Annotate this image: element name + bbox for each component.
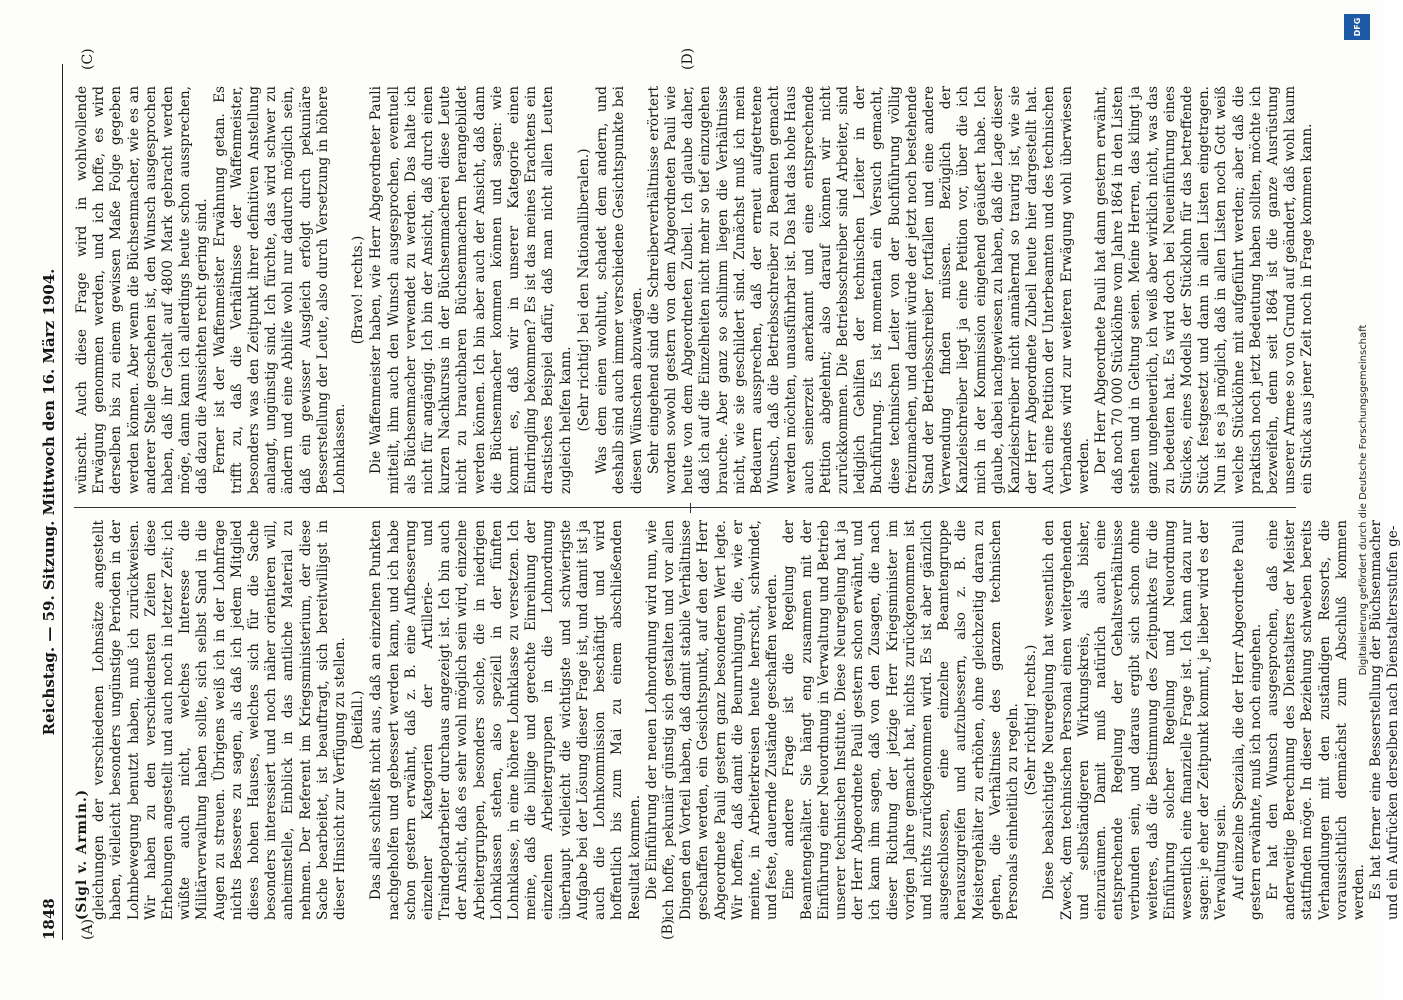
paragraph: Ferner ist der Waffenmeister Erwähnung getan. Es trifft zu, daß die Verhältnisse der Waffenmeister, besonders was den Zeitpunkt ihrer definitiven Anstellung anlangt, ungünstig sind. Ich fürchte, das wird schwer zu ändern und eine Abhilfe wohl nur dadurch möglich sein, daß ein gewisser Ausgleich erfolgt durch pekuniäre Besserstellung der Leute, also durch Versetzung in höhere Lohnklassen. xyxy=(211,86,349,494)
paragraph: Die Einführung der neuen Lohnordnung wird nun, wie ich hoffe, pekuniär günstig sich gestalten und vor allen Dingen den Vorteil haben, daß damit stabile Verhältnisse geschaffen werden, ein Gesichtspunkt, auf den der Herr Abgeordnete Pauli gestern ganz besonderen Wert legte. Wir hoffen, daß damit die Beunruhigung, die, wie er meinte, in Arbeiterkreisen heute herrscht, schwindet, und feste, dauernde Zustände geschaffen werden. xyxy=(643,520,781,920)
speaker-label: (Sigl v. Armin.) xyxy=(74,788,90,920)
running-title: Reichstag. — 59. Sitzung. Mittwoch den 16. März 1904. xyxy=(40,268,58,736)
paragraph: Die Waffenmeister haben, wie Herr Abgeordneter Pauli mitteilt, ihm auch den Wunsch ausgesprochen, eventuell als Büchsenmacher verwendet zu werden. Das halte ich nicht für angängig. Ich bin der Ansicht, daß durch einen kurzen Nachkursus in der Büchsenmacherei diese Leute nicht zu brauchbaren Büchsenmachern herangebildet werden können. Ich bin aber auch der Ansicht, daß dann die Büchsenmacher kommen können und sagen: wie kommt es, daß wir in unserer Kategorie einen Eindringling bekommen? Es ist das meines Erachtens ein drastisches Beispiel dafür, daß man nicht allen Leuten zugleich helfen kann. xyxy=(368,86,574,494)
paragraph: Der Herr Abgeordnete Pauli hat dann gestern erwähnt, daß noch 70 000 Stücklöhne vom Jahre 1864 in den Listen stehen und in Geltung seien. Meine Herren, das klingt ja ganz ungeheuerlich, ich weiß aber wirklich nicht, was das zu bedeuten hat. Es wird doch bei Neueinführung eines Stückes, eines Modells der Stücklohn für das betreffende Stück festgesetzt und dann in allen Listen eingetragen. Nun ist es ja möglich, daß in allen Listen noch Gott weiß welche Stücklöhne mit aufgeführt werden; aber daß die praktisch noch jetzt Bedeutung haben sollten, möchte ich bezweifeln, denn seit 1864 ist die ganze Ausrüstung unserer Armee so von Grund auf geändert, daß wohl kaum ein Stück aus jener Zeit noch in Frage kommen kann. xyxy=(1092,86,1316,494)
page-header xyxy=(36,64,64,940)
paragraph: Eine andere Frage ist die Regelung der Beamtengehälter. Sie hängt eng zusammen mit der Einführung einer Neuordnung in Verwaltung und Betrieb unserer technischen Institute. Diese Neuregelung hat ja der Herr Abgeordnete Pauli gestern schon erwähnt, und ich kann ihm sagen, daß von den Zusagen, die nach dieser Richtung der jetzige Herr Kriegsminister im vorigen Jahre gemacht hat, nichts zurückgenommen ist und nichts zurückgenommen wird. Es ist aber gänzlich ausgeschlossen, eine einzelne Beamtengruppe herauszugreifen und aufzubessern, also z. B. die Meistergehälter zu erhöhen, ohne gleichzeitig daran zu gehen, die Verhältnisse des ganzen technischen Personals einheitlich zu regeln. xyxy=(781,520,1021,920)
paragraph: wünscht. Auch diese Frage wird in wohlwollende Erwägung genommen werden, und ich hoffe, es wird derselben bis zu einem gewissen Maße Folge gegeben werden können. Aber wenn die Büchsenmacher, wie es an anderer Stelle geschehen ist, den Wunsch ausgesprochen haben, daß ihr Gehalt auf 4800 Mark gebracht werden möge, dann kann ich allerdings heute schon aussprechen, daß dazu die Aussichten recht gering sind. xyxy=(74,86,211,494)
digitization-note: Digitalisierung gefördert durch die Deutsche Forschungsgemeinschaft xyxy=(1358,324,1369,676)
paragraph: Er hat den Wunsch ausgesprochen, daß eine anderweitige Berechnung des Dienstalters der Meister stattfinden möge. In dieser Beziehung schweben bereits Verhandlungen mit den zuständigen Ressorts, die voraussichtlich demnächst zum Abschluß kommen werden. xyxy=(1265,520,1368,920)
dfg-logo: DFG xyxy=(1344,14,1370,40)
paragraph: Sehr eingehend sind die Schreiberverhältnisse erörtert worden sowohl gestern von dem Abgeordneten Pauli wie heute von dem Abgeordneten Zubeil. Ich glaube daher, daß ich auf die Einzelheiten nicht mehr so tief einzugehen brauche. Aber ganz so schlimm liegen die Verhältnisse nicht, wie sie geschildert sind. Zunächst muß ich mein Bedauern aussprechen, daß der erneut aufgetretene Wunsch, daß die Betriebsschreiber zu Beamten gemacht werden möchten, unausführbar ist. Das hat das hohe Haus auch seinerzeit anerkannt und eine entsprechende Petition abgelehnt; also darauf können wir nicht zurückkommen. Die Betriebsschreiber sind Arbeiter, sind lediglich Gehilfen der technischen Leiter in der Buchführung. Es ist momentan ein Versuch gemacht, diese technischen Leiter von der Buchführung völlig freizumachen, und damit würde der jetzt noch bestehende Stand der Betriebsschreiber fortfallen und eine andere Verwendung finden müssen. Bezüglich der Kanzleischreiber liegt ja eine Petition vor, über die ich mich in der Kommission eingehend geäußert habe. Ich glaube, dabei nachgewiesen zu haben, daß die Lage dieser Kanzleischreiber nicht annähernd so traurig ist, wie sie der Herr Abgeordnete Zubeil heute hier dargestellt hat. Auch eine Petition der Unterbeamten und des technischen Verbandes wird zur weiteren Erwägung wohl überwiesen werden. xyxy=(645,86,1092,494)
margin-mark-b: (B) xyxy=(660,918,676,940)
margin-mark-a: (A) xyxy=(80,918,96,940)
paragraph: Diese beabsichtigte Neuregelung hat wesentlich den Zweck, dem technischen Personal einen weitergehenden und selbständigeren Wirkungskreis, als bisher, einzuräumen. Damit muß natürlich auch eine entsprechende Regelung der Gehaltsverhältnisse verbunden sein, und daraus ergibt sich schon ohne weiteres, daß die Bestimmung des Zeitpunktes für die Einführung solcher Regelung und Neuordnung wesentlich eine finanzielle Frage ist. Ich kann dazu nur sagen: je eher der Zeitpunkt kommt, je lieber wird es der Verwaltung sein. xyxy=(1041,520,1230,920)
interjection: (Sehr richtig! rechts.) xyxy=(1023,644,1040,796)
left-column xyxy=(74,520,1402,920)
paragraph: Auf einzelne Spezialia, die der Herr Abgeordnete Pauli gestern erwähnte, muß ich noch eingehen. xyxy=(1230,520,1264,920)
paragraph: Das alles schließt nicht aus, daß an einzelnen Punkten nachgeholfen und gebessert werden kann, und ich habe schon gestern erwähnt, daß z. B. eine Aufbesserung einzelner Kategorien der Artillerie- und Traindepotarbeiter durchaus angezeigt ist. Ich bin auch der Ansicht, daß es sehr wohl möglich sein wird, einzelne Arbeitergruppen, besonders solche, die in niedrigen Lohnklassen stehen, also speziell in der fünften Lohnklasse, in eine höhere Lohnklasse zu versetzen. Ich meine, daß die billige und gerechte Einreihung der einzelnen Arbeitergruppen in die Lohnordnung überhaupt vielleicht die wichtigste und schwierigste Aufgabe bei der Lösung dieser Frage ist, und damit ist ja auch die Lohnkommission beschäftigt und wird hoffentlich bis zum Mai zu einem abschließenden Resultat kommen. xyxy=(368,520,643,920)
column-divider xyxy=(74,507,1296,508)
interjection: (Sehr richtig! bei den Nationalliberalen.) xyxy=(575,148,592,432)
page-number: 1848 xyxy=(40,898,58,940)
header-rule xyxy=(62,64,63,940)
margin-mark-c: (C) xyxy=(80,48,96,70)
paragraph: Es hat ferner eine Besserstellung der Büchsenmacher und ein Aufrücken derselben nach Dienstaltersstufen ge- xyxy=(1368,520,1402,920)
margin-mark-d: (D) xyxy=(680,47,696,70)
interjection: (Beifall.) xyxy=(350,690,367,750)
paragraph: Was dem einen wohltut, schadet dem andern, und deshalb sind auch immer verschiedene Gesichtspunkte bei diesen Wünschen abzuwägen. xyxy=(594,86,645,494)
right-column xyxy=(74,86,1316,494)
paragraph: gleichungen der verschiedenen Lohnsätze angestellt haben, vielleicht besonders ungünstige Perioden in der Lohnbewegung benutzt haben, muß ich zurückweisen. Wir haben zu den verschiedensten Zeiten diese Erhebungen angestellt und auch noch in letzter Zeit; ich wüßte auch nicht, welches Interesse die Militärverwaltung haben sollte, sich selbst Sand in die Augen zu streuen. Übrigens weiß ich in der Lohnfrage nichts Besseres zu sagen, als daß ich jedem Mitglied dieses hohen Hauses, welches sich für die Sache besonders interessiert und noch näher orientieren will, anheimstelle, Einblick in das amtliche Material zu nehmen. Der Referent im Kriegsministerium, der diese Sache bearbeitet, ist beauftragt, sich bereitwilligst in dieser Hinsicht zur Verfügung zu stellen. xyxy=(91,520,349,920)
column-divider-tick xyxy=(690,503,691,513)
interjection: (Bravo! rechts.) xyxy=(350,235,367,345)
